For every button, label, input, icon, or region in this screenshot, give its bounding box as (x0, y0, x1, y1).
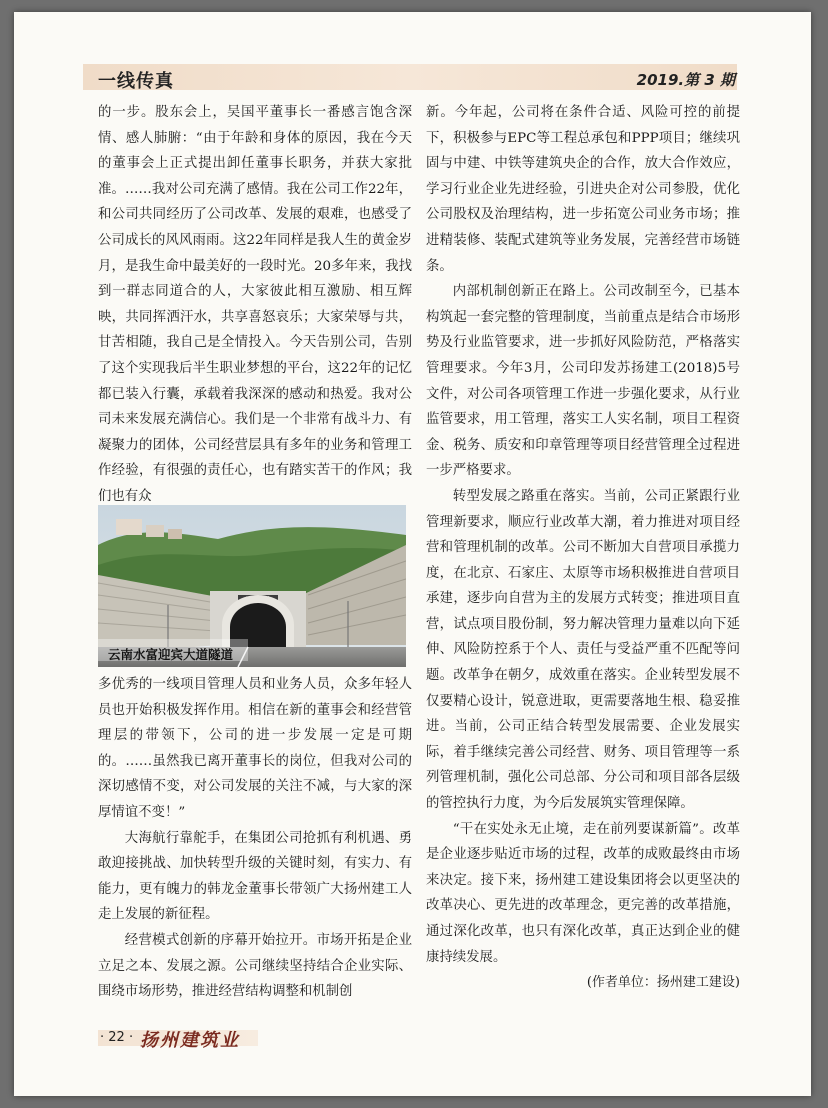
tunnel-photo (98, 505, 406, 667)
paragraph: 的一步。股东会上，吴国平董事长一番感言饱含深情、感人肺腑：“由于年龄和身体的原因，我在今天的董事会上正式提出卸任董事长职务，并获大家批准。……我对公司充满了感情。我在公司工作22年，和公司共同经历了公司改革、发展的艰难，也感受了公司成长的风风雨雨。这22年同样是我人生的黄金岁月，是我生命中最美好的一段时光。20多年来，我找到一群志同道合的人，大家彼此相互激励、相互辉映，共同挥洒汗水，共享喜怒哀乐；大家荣辱与共，甘苦相随，我自己是全情投入。今天告别公司，告别了这个实现我后半生职业梦想的平台，这22年的记忆都已装入行囊，承载着我深深的感动和热爱。我对公司未来发展充满信心。我们是一个非常有战斗力、有凝聚力的团体，公司经营层具有多年的业务和管理工作经验，有很强的责任心，也有踏实苦干的作风；我们也有众 (98, 105, 412, 504)
paragraph: 新。今年起，公司将在条件合适、风险可控的前提下，积极参与EPC等工程总承包和PPP项目；继续巩固与中建、中铁等建筑央企的合作，放大合作效应，学习行业企业先进经验，引进央企对公司参股，优化公司股权及治理结构，进一步拓宽公司业务市场；推进精装修、装配式建筑等业务发展，完善经营市场链条。 (426, 105, 740, 274)
right-column (426, 100, 740, 996)
paragraph: 经营模式创新的序幕开始拉开。市场开拓是企业立足之本、发展之源。公司继续坚持结合企业实际、围绕市场形势，推进经营结构调整和机制创 (98, 932, 412, 1000)
author-affiliation: (作者单位：扬州建工建设) (586, 975, 740, 991)
paragraph: 大海航行靠舵手，在集团公司抢抓有利机遇、勇敢迎接挑战、加快转型升级的关键时刻，有实力、有能力，更有魄力的韩龙金董事长带领广大扬州建工人走上发展的新征程。 (98, 830, 412, 923)
tunnel-photo-illustration (98, 505, 406, 667)
photo-caption: 云南水富迎宾大道隧道 (108, 647, 234, 662)
page-number: · 22 · (100, 1030, 134, 1045)
paragraph: “干在实处永无止境，走在前列要谋新篇”。改革是企业逐步贴近市场的过程，改革的成败最终由市场来决定。接下来，扬州建工建设集团将会以更坚决的改革决心、更先进的改革理念，更完善的改革措施，通过深化改革，也只有深化改革，真正达到企业的健康持续发展。 (426, 821, 740, 965)
left-column-bottom (98, 672, 412, 1005)
section-title: 一线传真 (98, 71, 174, 92)
left-column-top (98, 100, 412, 510)
paragraph: 多优秀的一线项目管理人员和业务人员，众多年轻人员也开始积极发挥作用。相信在新的董事会和经营管理层的带领下，公司的进一步发展一定是可期的。……虽然我已离开董事长的岗位，但我对公司的深切感情不变，对公司发展的关注不减，与大家的深厚情谊不变！” (98, 677, 412, 820)
paragraph: 内部机制创新正在路上。公司改制至今，已基本构筑起一套完整的管理制度，当前重点是结合市场形势及行业监管要求，进一步抓好风险防范，严格落实管理要求。今年3月，公司印发苏扬建工(2018)5号文件，对公司各项管理工作进一步强化要求，从行业监管要求，用工管理，落实工人实名制，项目工程资金、税务、质安和印章管理等项目经营管理全过程进一步严格要求。 (426, 284, 740, 479)
paragraph: 转型发展之路重在落实。当前，公司正紧跟行业管理新要求，顺应行业改革大潮，着力推进对项目经营和管理机制的改革。公司不断加大自营项目承揽力度，在北京、石家庄、太原等市场积极推进自营项目承建，逐步向自营为主的发展方式转变；推进项目直营，试点项目股份制，努力解决管理力量难以向下延伸、风险防控系于个人、责任与受益严重不匹配等问题。改革争在朝夕，成效重在落实。企业转型发展不仅要精心设计，锐意进取，更需要落地生根、稳妥推进。当前，公司正结合转型发展需要、企业发展实际，着手继续完善公司经营、财务、项目管理等一系列管理机制，强化公司总部、分公司和项目部各层级的管控执行力度，为今后发展筑实管理保障。 (426, 488, 740, 812)
magazine-logo: 扬州建筑业 (140, 1030, 240, 1051)
issue-label: 2019.第 3 期 (636, 71, 735, 89)
